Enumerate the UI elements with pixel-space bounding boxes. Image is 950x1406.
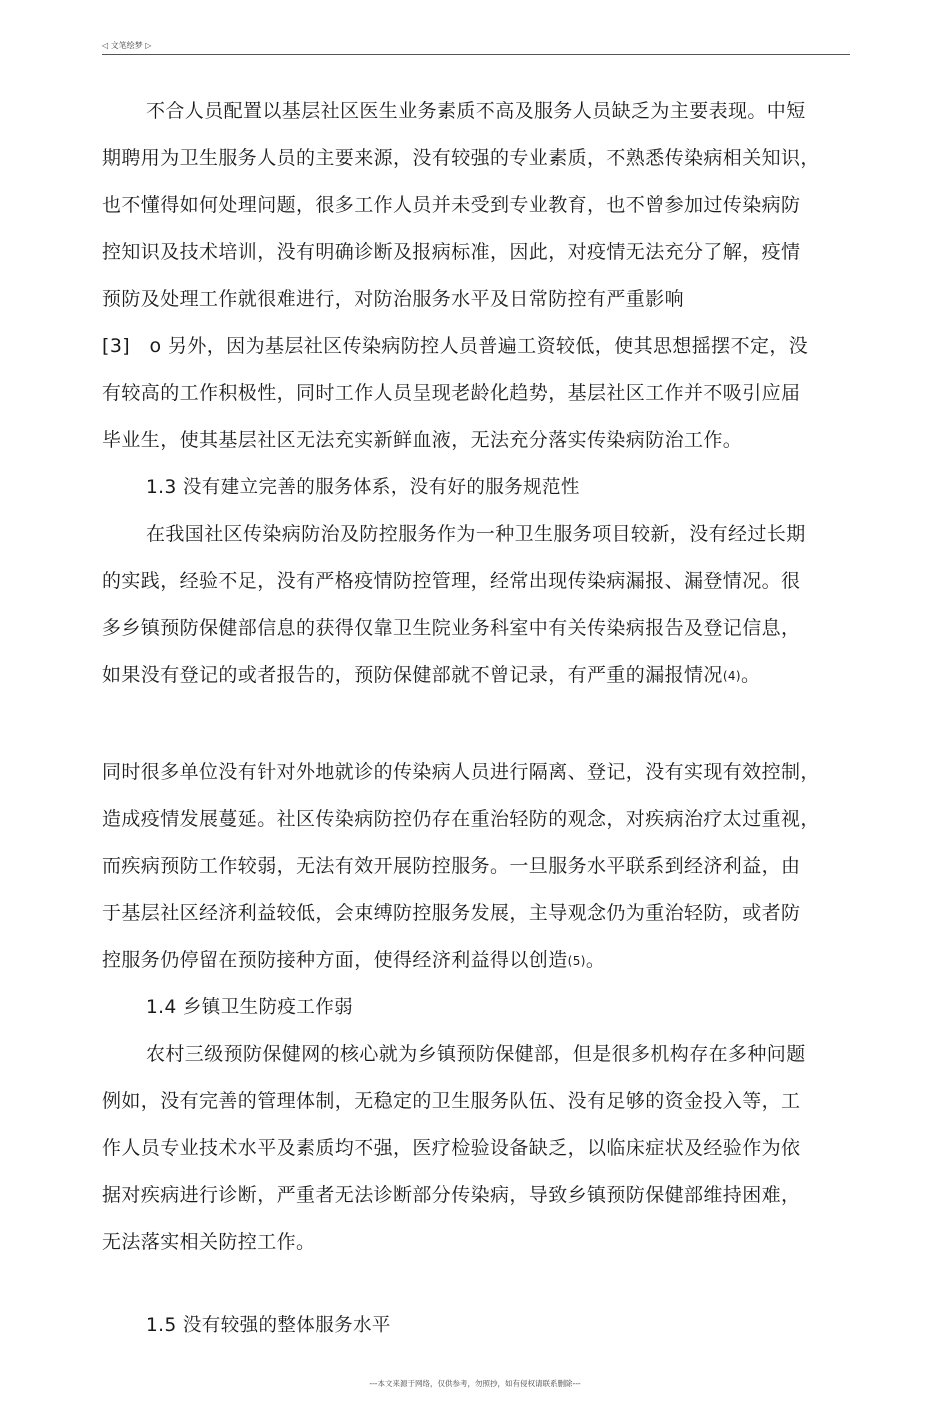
paragraph-line: 多乡镇预防保健部信息的获得仅靠卫生院业务科室中有关传染病报告及登记信息，	[102, 617, 801, 639]
line-end: 。	[741, 664, 761, 686]
paragraph-line: 同时很多单位没有针对外地就诊的传染病人员进行隔离、登记，没有实现有效控制，	[102, 761, 820, 783]
paragraph-line: 期聘用为卫生服务人员的主要来源，没有较强的专业素质，不熟悉传染病相关知识，	[102, 147, 820, 169]
paragraph-line: 而疾病预防工作较弱，无法有效开展防控服务。一旦服务水平联系到经济利益，由	[102, 855, 801, 877]
header-brand: ◁ 文笔绘梦 ▷	[102, 41, 152, 50]
paragraph-line: 在我国社区传染病防治及防控服务作为一种卫生服务项目较新，没有经过长期	[146, 523, 806, 545]
paragraph-line: 农村三级预防保健网的核心就为乡镇预防保健部，但是很多机构存在多种问题	[146, 1043, 806, 1065]
paragraph-line	[102, 937, 854, 984]
citation-ref: (5)	[567, 954, 586, 968]
paragraph-line: 不合人员配置以基层社区医生业务素质不高及服务人员缺乏为主要表现。中短	[146, 100, 806, 122]
section-heading-1-4: 1.4 乡镇卫生防疫工作弱	[146, 997, 354, 1018]
section-heading-1-3: 1.3 没有建立完善的服务体系，没有好的服务规范性	[146, 477, 580, 498]
citation-ref: (4)	[722, 669, 742, 683]
paragraph-line: 据对疾病进行诊断，严重者无法诊断部分传染病，导致乡镇预防保健部维持困难，	[102, 1184, 801, 1206]
document-body	[102, 88, 854, 1349]
paragraph-line	[102, 652, 854, 699]
paragraph-line: [3] o 另外，因为基层社区传染病防控人员普遍工资较低，使其思想摇摆不定，没	[102, 335, 809, 357]
paragraph-line: 作人员专业技术水平及素质均不强，医疗检验设备缺乏，以临床症状及经验作为依	[102, 1137, 801, 1159]
paragraph-line: 有较高的工作积极性，同时工作人员呈现老龄化趋势，基层社区工作并不吸引应届	[102, 382, 801, 404]
paragraph-gap	[102, 699, 854, 749]
paragraph-line: 毕业生，使其基层社区无法充实新鲜血液，无法充分落实传染病防治工作。	[102, 429, 743, 451]
paragraph-line: 例如，没有完善的管理体制，无稳定的卫生服务队伍、没有足够的资金投入等，工	[102, 1090, 801, 1112]
paragraph-line: 于基层社区经济利益较低，会束缚防控服务发展，主导观念仍为重治轻防，或者防	[102, 902, 801, 924]
paragraph-gap	[102, 1266, 854, 1302]
page-header	[102, 38, 850, 55]
paragraph-line: 无法落实相关防控工作。	[102, 1231, 316, 1253]
paragraph-line: 也不懂得如何处理问题，很多工作人员并未受到专业教育，也不曾参加过传染病防	[102, 194, 801, 216]
line-text: 如果没有登记的或者报告的，预防保健部就不曾记录，有严重的漏报情况	[102, 664, 723, 686]
page-footer: ---本文来源于网络，仅供参考，勿照抄，如有侵权请联系删除---	[369, 1379, 581, 1388]
paragraph-line: 造成疫情发展蔓延。社区传染病防控仍存在重治轻防的观念，对疾病治疗太过重视，	[102, 808, 820, 830]
paragraph-line: 的实践，经验不足，没有严格疫情防控管理，经常出现传染病漏报、漏登情况。很	[102, 570, 801, 592]
line-text: 控服务仍停留在预防接种方面，使得经济利益得以创造	[102, 949, 568, 971]
paragraph-line: 预防及处理工作就很难进行，对防治服务水平及日常防控有严重影响	[102, 288, 685, 310]
line-end: 。	[585, 949, 606, 971]
paragraph-line: 控知识及技术培训，没有明确诊断及报病标准，因此，对疫情无法充分了解，疫情	[102, 241, 801, 263]
section-heading-1-5: 1.5 没有较强的整体服务水平	[146, 1315, 391, 1336]
